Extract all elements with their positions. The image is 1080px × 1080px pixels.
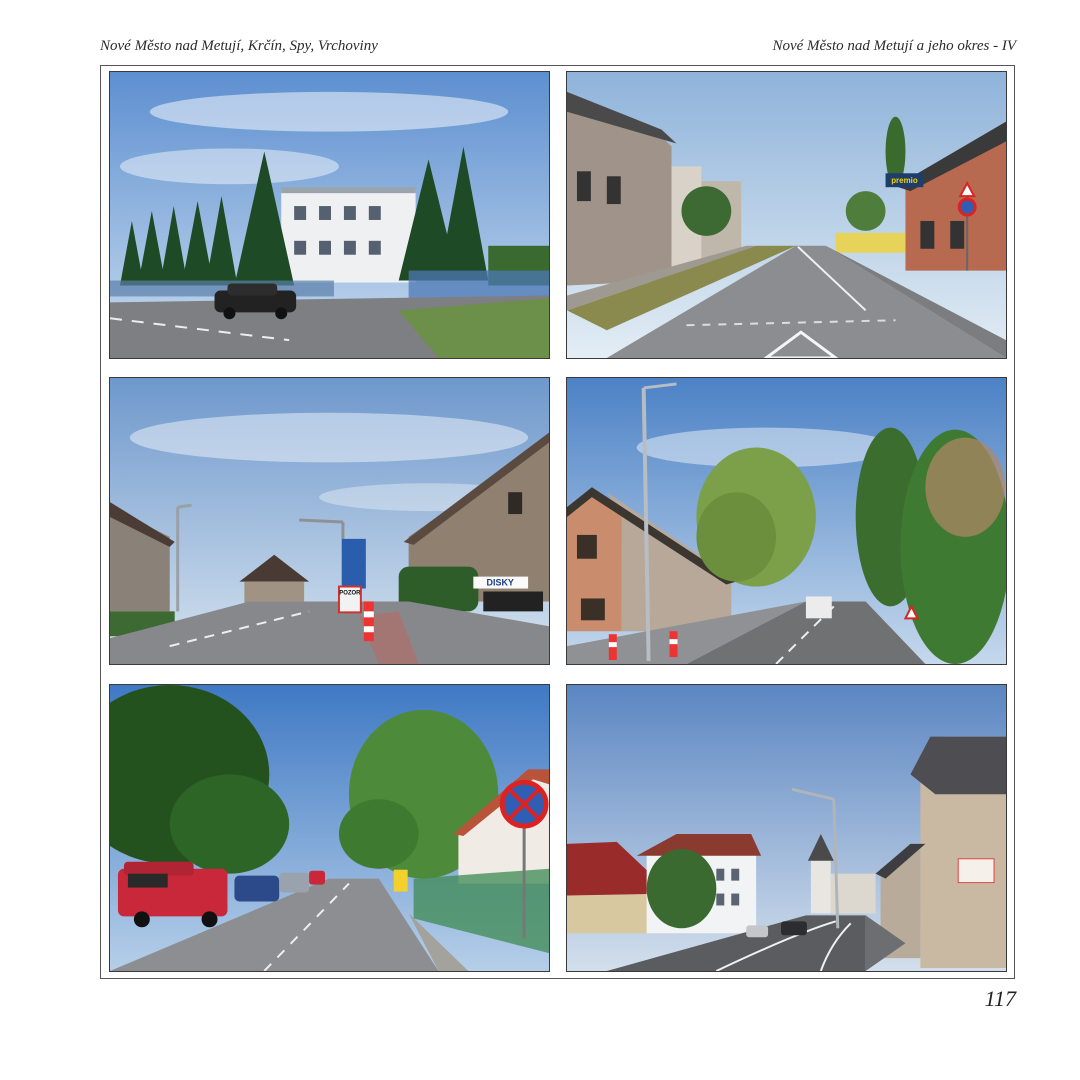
photo-5 [109, 684, 550, 972]
page-number: 117 [984, 986, 1016, 1011]
photo-3 [109, 377, 550, 665]
premio-sign-text: premio [891, 176, 918, 186]
photo-1 [109, 71, 550, 359]
pozor-sign-text: POZOR [339, 590, 361, 597]
photo-4 [566, 377, 1007, 665]
running-header-left: Nové Město nad Metují, Krčín, Spy, Vrchoviny [100, 38, 378, 54]
photo-2 [566, 71, 1007, 359]
running-header-right: Nové Město nad Metují a jeho okres - IV [772, 38, 1016, 54]
disky-sign-text: DISKY [486, 577, 514, 588]
photo-6 [566, 684, 1007, 972]
